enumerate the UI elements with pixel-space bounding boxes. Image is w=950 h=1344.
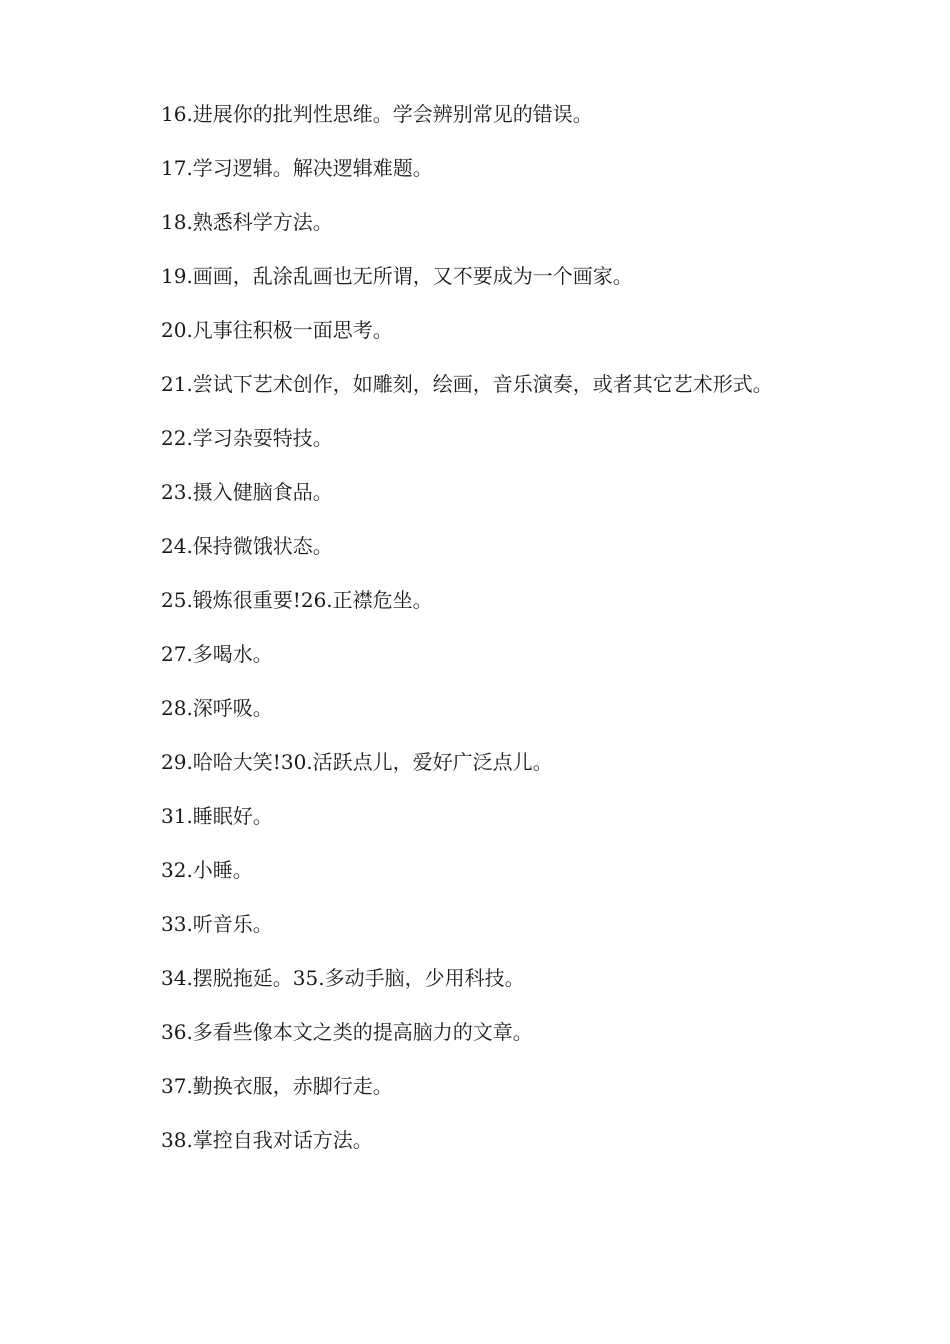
paragraph-16: 16.进展你的批判性思维。学会辨别常见的错误。 bbox=[161, 102, 593, 126]
paragraph-27: 27.多喝水。 bbox=[161, 642, 273, 666]
paragraph-33: 33.听音乐。 bbox=[161, 912, 273, 936]
paragraph-22: 22.学习杂耍特技。 bbox=[161, 426, 333, 450]
paragraph-38: 38.掌控自我对话方法。 bbox=[161, 1128, 373, 1152]
paragraph-21: 21.尝试下艺术创作，如雕刻，绘画，音乐演奏，或者其它艺术形式。 bbox=[161, 372, 773, 396]
paragraph-20: 20.凡事往积极一面思考。 bbox=[161, 318, 393, 342]
paragraph-36: 36.多看些像本文之类的提高脑力的文章。 bbox=[161, 1020, 533, 1044]
paragraph-17: 17.学习逻辑。解决逻辑难题。 bbox=[161, 156, 433, 180]
paragraph-19: 19.画画，乱涂乱画也无所谓，又不要成为一个画家。 bbox=[161, 264, 633, 288]
paragraph-18: 18.熟悉科学方法。 bbox=[161, 210, 333, 234]
paragraph-29-30: 29.哈哈大笑!30.活跃点儿，爱好广泛点儿。 bbox=[161, 750, 553, 774]
document-body bbox=[115, 101, 835, 1181]
paragraph-31: 31.睡眠好。 bbox=[161, 804, 273, 828]
paragraph-28: 28.深呼吸。 bbox=[161, 696, 273, 720]
paragraph-34-35: 34.摆脱拖延。35.多动手脑，少用科技。 bbox=[161, 966, 525, 990]
paragraph-25-26: 25.锻炼很重要!26.正襟危坐。 bbox=[161, 588, 433, 612]
paragraph-23: 23.摄入健脑食品。 bbox=[161, 480, 333, 504]
paragraph-32: 32.小睡。 bbox=[161, 858, 253, 882]
paragraph-24: 24.保持微饿状态。 bbox=[161, 534, 333, 558]
paragraph-37: 37.勤换衣服，赤脚行走。 bbox=[161, 1074, 393, 1098]
